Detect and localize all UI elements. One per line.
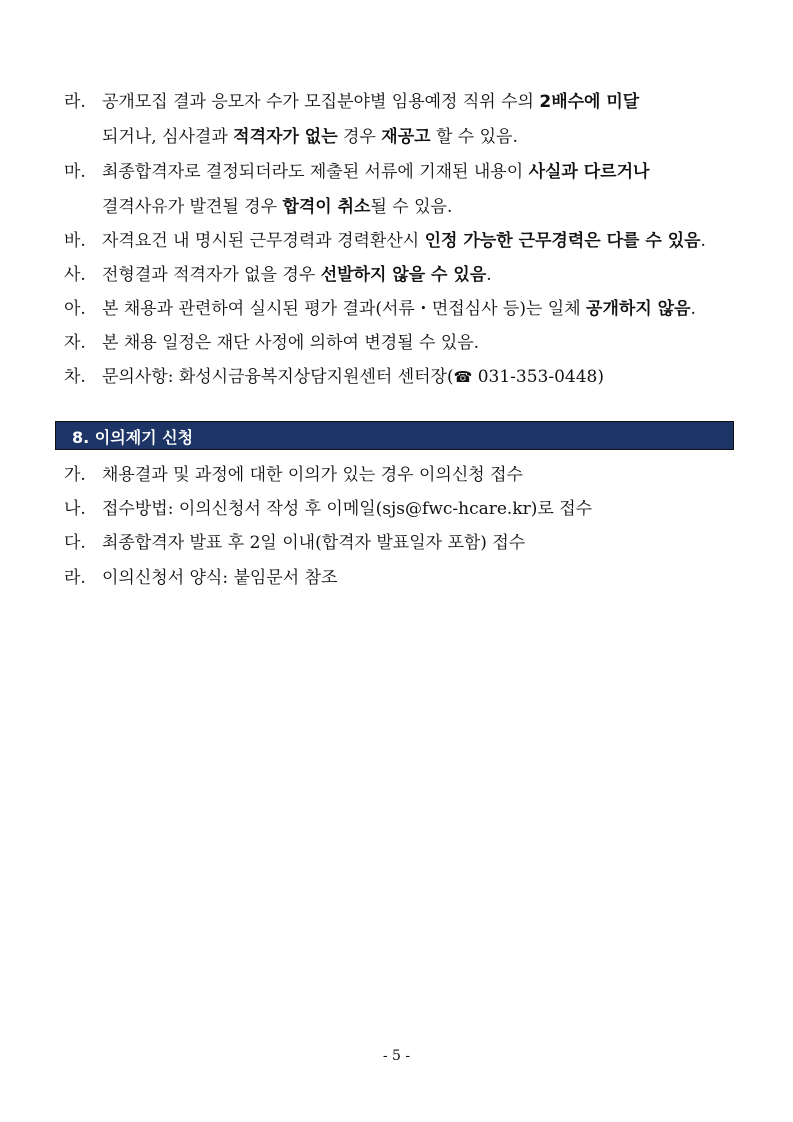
list-marker: 라. (64, 92, 86, 112)
list-marker: 가. (64, 465, 86, 485)
list-item-text: 접수방법: 이의신청서 작성 후 이메일(sjs@fwc-hcare.kr)로 접수 (102, 499, 593, 519)
page-number: - 5 - (382, 1048, 411, 1064)
text-segment: 자격요건 내 명시된 근무경력과 경력환산시 (102, 231, 425, 251)
text-segment: . (486, 265, 492, 285)
list-item (64, 497, 592, 521)
text-segment: 문의사항: 화성시금융복지상담지원센터 센터장( (102, 367, 454, 387)
emphasized-text: 사실과 다르거나 (528, 162, 650, 182)
list-item (64, 566, 337, 590)
list-item (64, 160, 649, 184)
text-segment: 전형결과 적격자가 없을 경우 (102, 265, 321, 285)
text-segment: 본 채용 일정은 재단 사정에 의하여 변경될 수 있음. (102, 333, 480, 353)
text-segment: 031-353-0448) (472, 367, 604, 387)
list-marker: 사. (64, 265, 86, 285)
text-segment: 될 수 있음. (370, 197, 453, 217)
text-segment: 결격사유가 발견될 경우 (102, 197, 283, 217)
list-item (64, 263, 492, 287)
text-segment: 되거나, 심사결과 (102, 127, 234, 147)
text-segment: 본 채용과 관련하여 실시된 평가 결과(서류・면접심사 등)는 일체 (102, 299, 587, 319)
list-item (64, 531, 525, 555)
text-segment: 최종합격자로 결정되더라도 제출된 서류에 기재된 내용이 (102, 162, 529, 182)
text-segment: . (690, 299, 696, 319)
list-item (64, 365, 604, 389)
list-marker: 다. (64, 533, 86, 553)
list-item-text: 이의신청서 양식: 붙임문서 참조 (102, 568, 338, 588)
phone-icon: ☎ (453, 368, 473, 386)
list-marker: 라. (64, 568, 86, 588)
list-item (64, 297, 696, 321)
text-segment: 할 수 있음. (430, 127, 518, 147)
emphasized-text: 2배수에 미달 (539, 92, 640, 112)
list-item (64, 90, 639, 114)
emphasized-text: 재공고 (381, 127, 431, 147)
text-segment: 공개모집 결과 응모자 수가 모집분야별 임용예정 직위 수의 (102, 92, 540, 112)
section-title: 8. 이의제기 신청 (72, 428, 194, 447)
emphasized-text: 공개하지 않음 (586, 299, 691, 319)
list-item-text: 채용결과 및 과정에 대한 이의가 있는 경우 이의신청 접수 (102, 465, 523, 485)
list-item-text: 최종합격자 발표 후 2일 이내(합격자 발표일자 포함) 접수 (102, 533, 526, 553)
list-marker: 마. (64, 162, 86, 182)
emphasized-text: 선발하지 않을 수 있음 (320, 265, 487, 285)
emphasized-text: 적격자가 없는 (233, 127, 338, 147)
list-item (64, 463, 523, 487)
list-item (64, 229, 706, 253)
list-item (64, 331, 479, 355)
emphasized-text: 합격이 취소 (282, 197, 371, 217)
list-marker: 차. (64, 367, 86, 387)
list-item-continuation (102, 195, 452, 219)
list-marker: 자. (64, 333, 86, 353)
list-marker: 나. (64, 499, 86, 519)
list-marker: 바. (64, 231, 86, 251)
list-item-continuation (102, 125, 518, 149)
text-segment: 경우 (337, 127, 382, 147)
list-marker: 아. (64, 299, 86, 319)
section-header-bar (55, 421, 734, 450)
text-segment: . (700, 231, 706, 251)
emphasized-text: 인정 가능한 근무경력은 다를 수 있음 (424, 231, 701, 251)
